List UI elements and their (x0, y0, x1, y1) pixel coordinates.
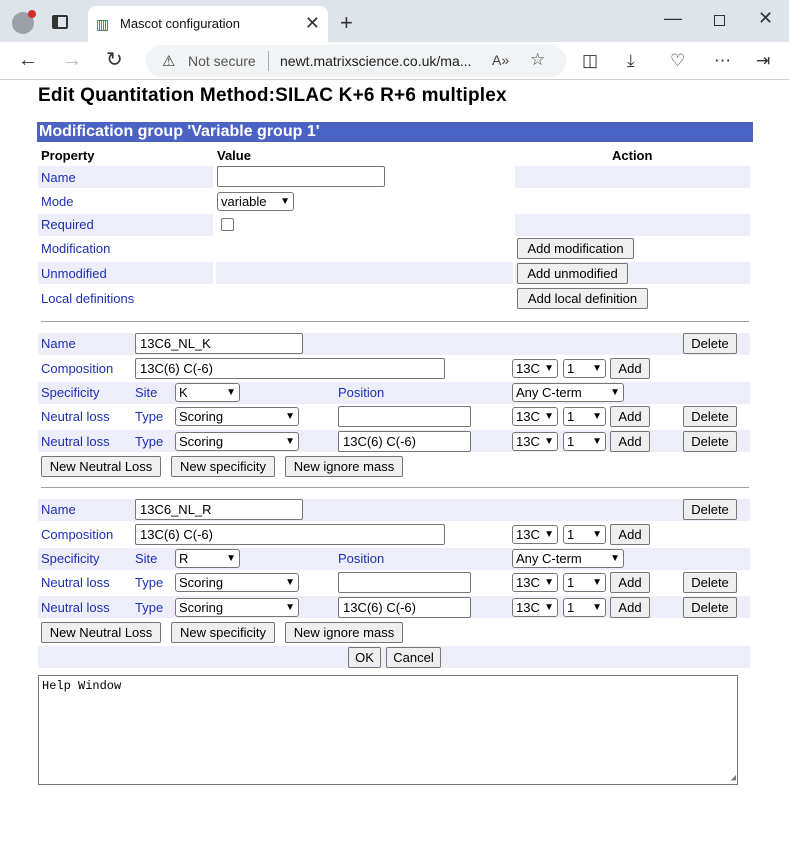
block2-composition-label: Composition (41, 527, 114, 542)
block1-name-input[interactable]: 13C6_NL_K (135, 333, 303, 354)
type-value: Scoring (179, 600, 224, 615)
chevron-down-icon: ▼ (285, 411, 295, 422)
mode-select[interactable] (217, 192, 294, 211)
chevron-down-icon: ▼ (544, 577, 554, 588)
profile-avatar-icon[interactable] (12, 12, 34, 34)
browser-tab[interactable] (88, 6, 328, 42)
add-modification-button[interactable]: Add modification (517, 238, 634, 259)
chevron-down-icon: ▼ (280, 196, 290, 207)
header-value: Value (217, 148, 251, 163)
chevron-down-icon: ▼ (226, 553, 236, 564)
favicon-icon: ▥ (96, 16, 110, 32)
element-value: 13C (516, 527, 540, 542)
divider (41, 487, 749, 488)
divider (41, 321, 749, 322)
count-value: 1 (567, 434, 575, 449)
block2-new-neutral-loss-button[interactable]: New Neutral Loss (41, 622, 161, 643)
count-value: 1 (567, 600, 575, 615)
band (515, 166, 750, 188)
block2-new-ignore-mass-button[interactable]: New ignore mass (285, 622, 403, 643)
count-value: 1 (567, 527, 575, 542)
address-bar[interactable] (146, 45, 566, 77)
chevron-down-icon: ▼ (592, 363, 602, 374)
header-property: Property (41, 148, 95, 163)
block2-delete-button[interactable]: Delete (683, 499, 737, 520)
block1-nl2-delete-button[interactable]: Delete (683, 431, 737, 452)
name-label: Name (41, 170, 76, 185)
block2-nl2-label: Neutral loss (41, 600, 110, 615)
count-value: 1 (567, 361, 575, 376)
nav-bar (0, 42, 789, 80)
block2-nl2-value-input[interactable]: 13C(6) C(-6) (338, 597, 471, 618)
read-aloud-icon[interactable]: A» (492, 52, 510, 68)
reload-icon[interactable]: ↻ (106, 49, 123, 71)
tab-title: Mascot configuration (120, 16, 240, 31)
block2-element-select[interactable] (512, 525, 558, 544)
local-definitions-label: Local definitions (41, 291, 135, 306)
notification-dot-icon (28, 10, 36, 18)
block1-nl2-type-select[interactable] (175, 432, 299, 451)
help-window-text: Help Window (42, 679, 122, 693)
chevron-down-icon: ▼ (544, 436, 554, 447)
block1-nl1-label: Neutral loss (41, 409, 110, 424)
chevron-down-icon: ▼ (285, 602, 295, 613)
download-icon[interactable]: ⤓ (627, 51, 635, 70)
block2-nl1-delete-button[interactable]: Delete (683, 572, 737, 593)
group-name-input[interactable] (217, 166, 385, 187)
block1-composition-label: Composition (41, 361, 114, 376)
block2-nl2-count-select[interactable] (563, 598, 606, 617)
add-unmodified-button[interactable]: Add unmodified (517, 263, 628, 284)
element-value: 13C (516, 575, 540, 590)
chevron-down-icon: ▼ (592, 577, 602, 588)
block2-position-select[interactable] (512, 549, 624, 568)
block1-new-specificity-button[interactable]: New specificity (171, 456, 275, 477)
cancel-button[interactable]: Cancel (386, 647, 441, 668)
block1-nl2-value-input[interactable]: 13C(6) C(-6) (338, 431, 471, 452)
tab-actions-icon[interactable] (52, 15, 68, 29)
page-content (8, 80, 789, 866)
chevron-down-icon: ▼ (544, 602, 554, 613)
block1-nl1-element-select[interactable] (512, 407, 558, 426)
required-checkbox[interactable] (221, 218, 234, 231)
chevron-down-icon: ▼ (592, 411, 602, 422)
block2-position-label: Position (338, 551, 385, 566)
block2-site-select[interactable] (175, 549, 240, 568)
block2-name-label: Name (41, 502, 76, 517)
block1-add-button[interactable]: Add (610, 358, 650, 379)
band (515, 214, 750, 236)
block2-nl2-add-button[interactable]: Add (610, 597, 650, 618)
block2-site-label: Site (135, 551, 158, 566)
position-value: Any C-term (516, 385, 582, 400)
band (216, 262, 513, 284)
chevron-down-icon: ▼ (544, 363, 554, 374)
add-local-definition-button[interactable]: Add local definition (517, 288, 648, 309)
required-label: Required (41, 217, 94, 232)
ok-button[interactable]: OK (348, 647, 381, 668)
block1-nl2-add-button[interactable]: Add (610, 431, 650, 452)
block1-nl1-value-input[interactable] (338, 406, 471, 427)
block1-nl2-count-select[interactable] (563, 432, 606, 451)
page-title: Edit Quantitation Method:SILAC K+6 R+6 multiplex (38, 85, 507, 106)
chevron-down-icon: ▼ (610, 553, 620, 564)
block2-nl1-element-select[interactable] (512, 573, 558, 592)
forward-icon[interactable]: → (62, 49, 82, 71)
block2-count-select[interactable] (563, 525, 606, 544)
block2-new-specificity-button[interactable]: New specificity (171, 622, 275, 643)
block2-nl1-type-label: Type (135, 575, 164, 590)
block1-nl1-count-select[interactable] (563, 407, 606, 426)
favorite-star-icon[interactable]: ☆ (530, 50, 546, 69)
block2-nl2-delete-button[interactable]: Delete (683, 597, 737, 618)
block2-specificity-label: Specificity (41, 551, 100, 566)
block1-site-label: Site (135, 385, 158, 400)
url-text[interactable]: newt.matrixscience.co.uk/ma... (280, 53, 472, 69)
position-value: Any C-term (516, 551, 582, 566)
browser-essentials-icon[interactable]: ♡ (670, 51, 686, 70)
modification-label: Modification (41, 241, 111, 256)
block1-element-select[interactable] (512, 359, 558, 378)
back-icon[interactable]: ← (18, 49, 38, 71)
mode-label: Mode (41, 194, 74, 209)
chevron-down-icon: ▼ (610, 387, 620, 398)
chevron-down-icon: ▼ (544, 411, 554, 422)
chevron-down-icon: ▼ (285, 436, 295, 447)
resize-grip-icon[interactable]: ◢ (730, 773, 736, 783)
maximize-icon[interactable] (714, 15, 725, 26)
block1-name-label: Name (41, 336, 76, 351)
more-menu-icon[interactable]: ⋯ (714, 51, 731, 70)
block1-nl1-type-label: Type (135, 409, 164, 424)
help-window[interactable] (38, 675, 738, 785)
chevron-down-icon: ▼ (544, 529, 554, 540)
modification-group-header: Modification group 'Variable group 1' (37, 122, 753, 142)
element-value: 13C (516, 434, 540, 449)
block1-nl1-type-select[interactable] (175, 407, 299, 426)
element-value: 13C (516, 409, 540, 424)
block2-nl2-type-select[interactable] (175, 598, 299, 617)
block1-count-select[interactable] (563, 359, 606, 378)
chevron-down-icon: ▼ (592, 436, 602, 447)
count-value: 1 (567, 575, 575, 590)
unmodified-label: Unmodified (41, 266, 107, 281)
minimize-icon[interactable]: — (664, 8, 682, 28)
type-value: Scoring (179, 575, 224, 590)
block2-nl1-type-select[interactable] (175, 573, 299, 592)
block2-nl1-add-button[interactable]: Add (610, 572, 650, 593)
chevron-down-icon: ▼ (592, 529, 602, 540)
window-close-icon[interactable]: ✕ (758, 8, 774, 28)
block1-new-neutral-loss-button[interactable]: New Neutral Loss (41, 456, 161, 477)
chevron-down-icon: ▼ (285, 577, 295, 588)
block1-nl2-label: Neutral loss (41, 434, 110, 449)
block2-name-input[interactable]: 13C6_NL_R (135, 499, 303, 520)
block1-position-label: Position (338, 385, 385, 400)
tab-bar (0, 0, 789, 42)
chevron-down-icon: ▼ (226, 387, 236, 398)
type-value: Scoring (179, 409, 224, 424)
block1-site-select[interactable] (175, 383, 240, 402)
block1-specificity-label: Specificity (41, 385, 100, 400)
block1-delete-button[interactable]: Delete (683, 333, 737, 354)
count-value: 1 (567, 409, 575, 424)
block2-nl1-value-input[interactable] (338, 572, 471, 593)
block1-nl2-type-label: Type (135, 434, 164, 449)
warning-icon: ⚠ (162, 53, 176, 70)
element-value: 13C (516, 600, 540, 615)
address-divider (268, 51, 269, 71)
mode-select-value: variable (221, 194, 267, 209)
type-value: Scoring (179, 434, 224, 449)
header-action: Action (612, 148, 653, 163)
block1-nl2-element-select[interactable] (512, 432, 558, 451)
not-secure-label: Not secure (188, 53, 256, 69)
block2-nl2-element-select[interactable] (512, 598, 558, 617)
block1-position-select[interactable] (512, 383, 624, 402)
block1-nl1-delete-button[interactable]: Delete (683, 406, 737, 427)
block2-nl1-count-select[interactable] (563, 573, 606, 592)
element-value: 13C (516, 361, 540, 376)
sidebar-icon[interactable]: ⇥ (756, 51, 771, 70)
block2-add-button[interactable]: Add (610, 524, 650, 545)
new-tab-icon[interactable]: + (340, 10, 353, 35)
block1-composition-input[interactable]: 13C(6) C(-6) (135, 358, 445, 379)
block2-composition-input[interactable]: 13C(6) C(-6) (135, 524, 445, 545)
close-tab-icon[interactable]: ✕ (304, 13, 320, 33)
block2-nl2-type-label: Type (135, 600, 164, 615)
site-value: R (179, 551, 189, 566)
block1-nl1-add-button[interactable]: Add (610, 406, 650, 427)
block1-new-ignore-mass-button[interactable]: New ignore mass (285, 456, 403, 477)
block2-nl1-label: Neutral loss (41, 575, 110, 590)
chevron-down-icon: ▼ (592, 602, 602, 613)
split-screen-icon[interactable]: ◫ (582, 51, 599, 70)
site-value: K (179, 385, 188, 400)
